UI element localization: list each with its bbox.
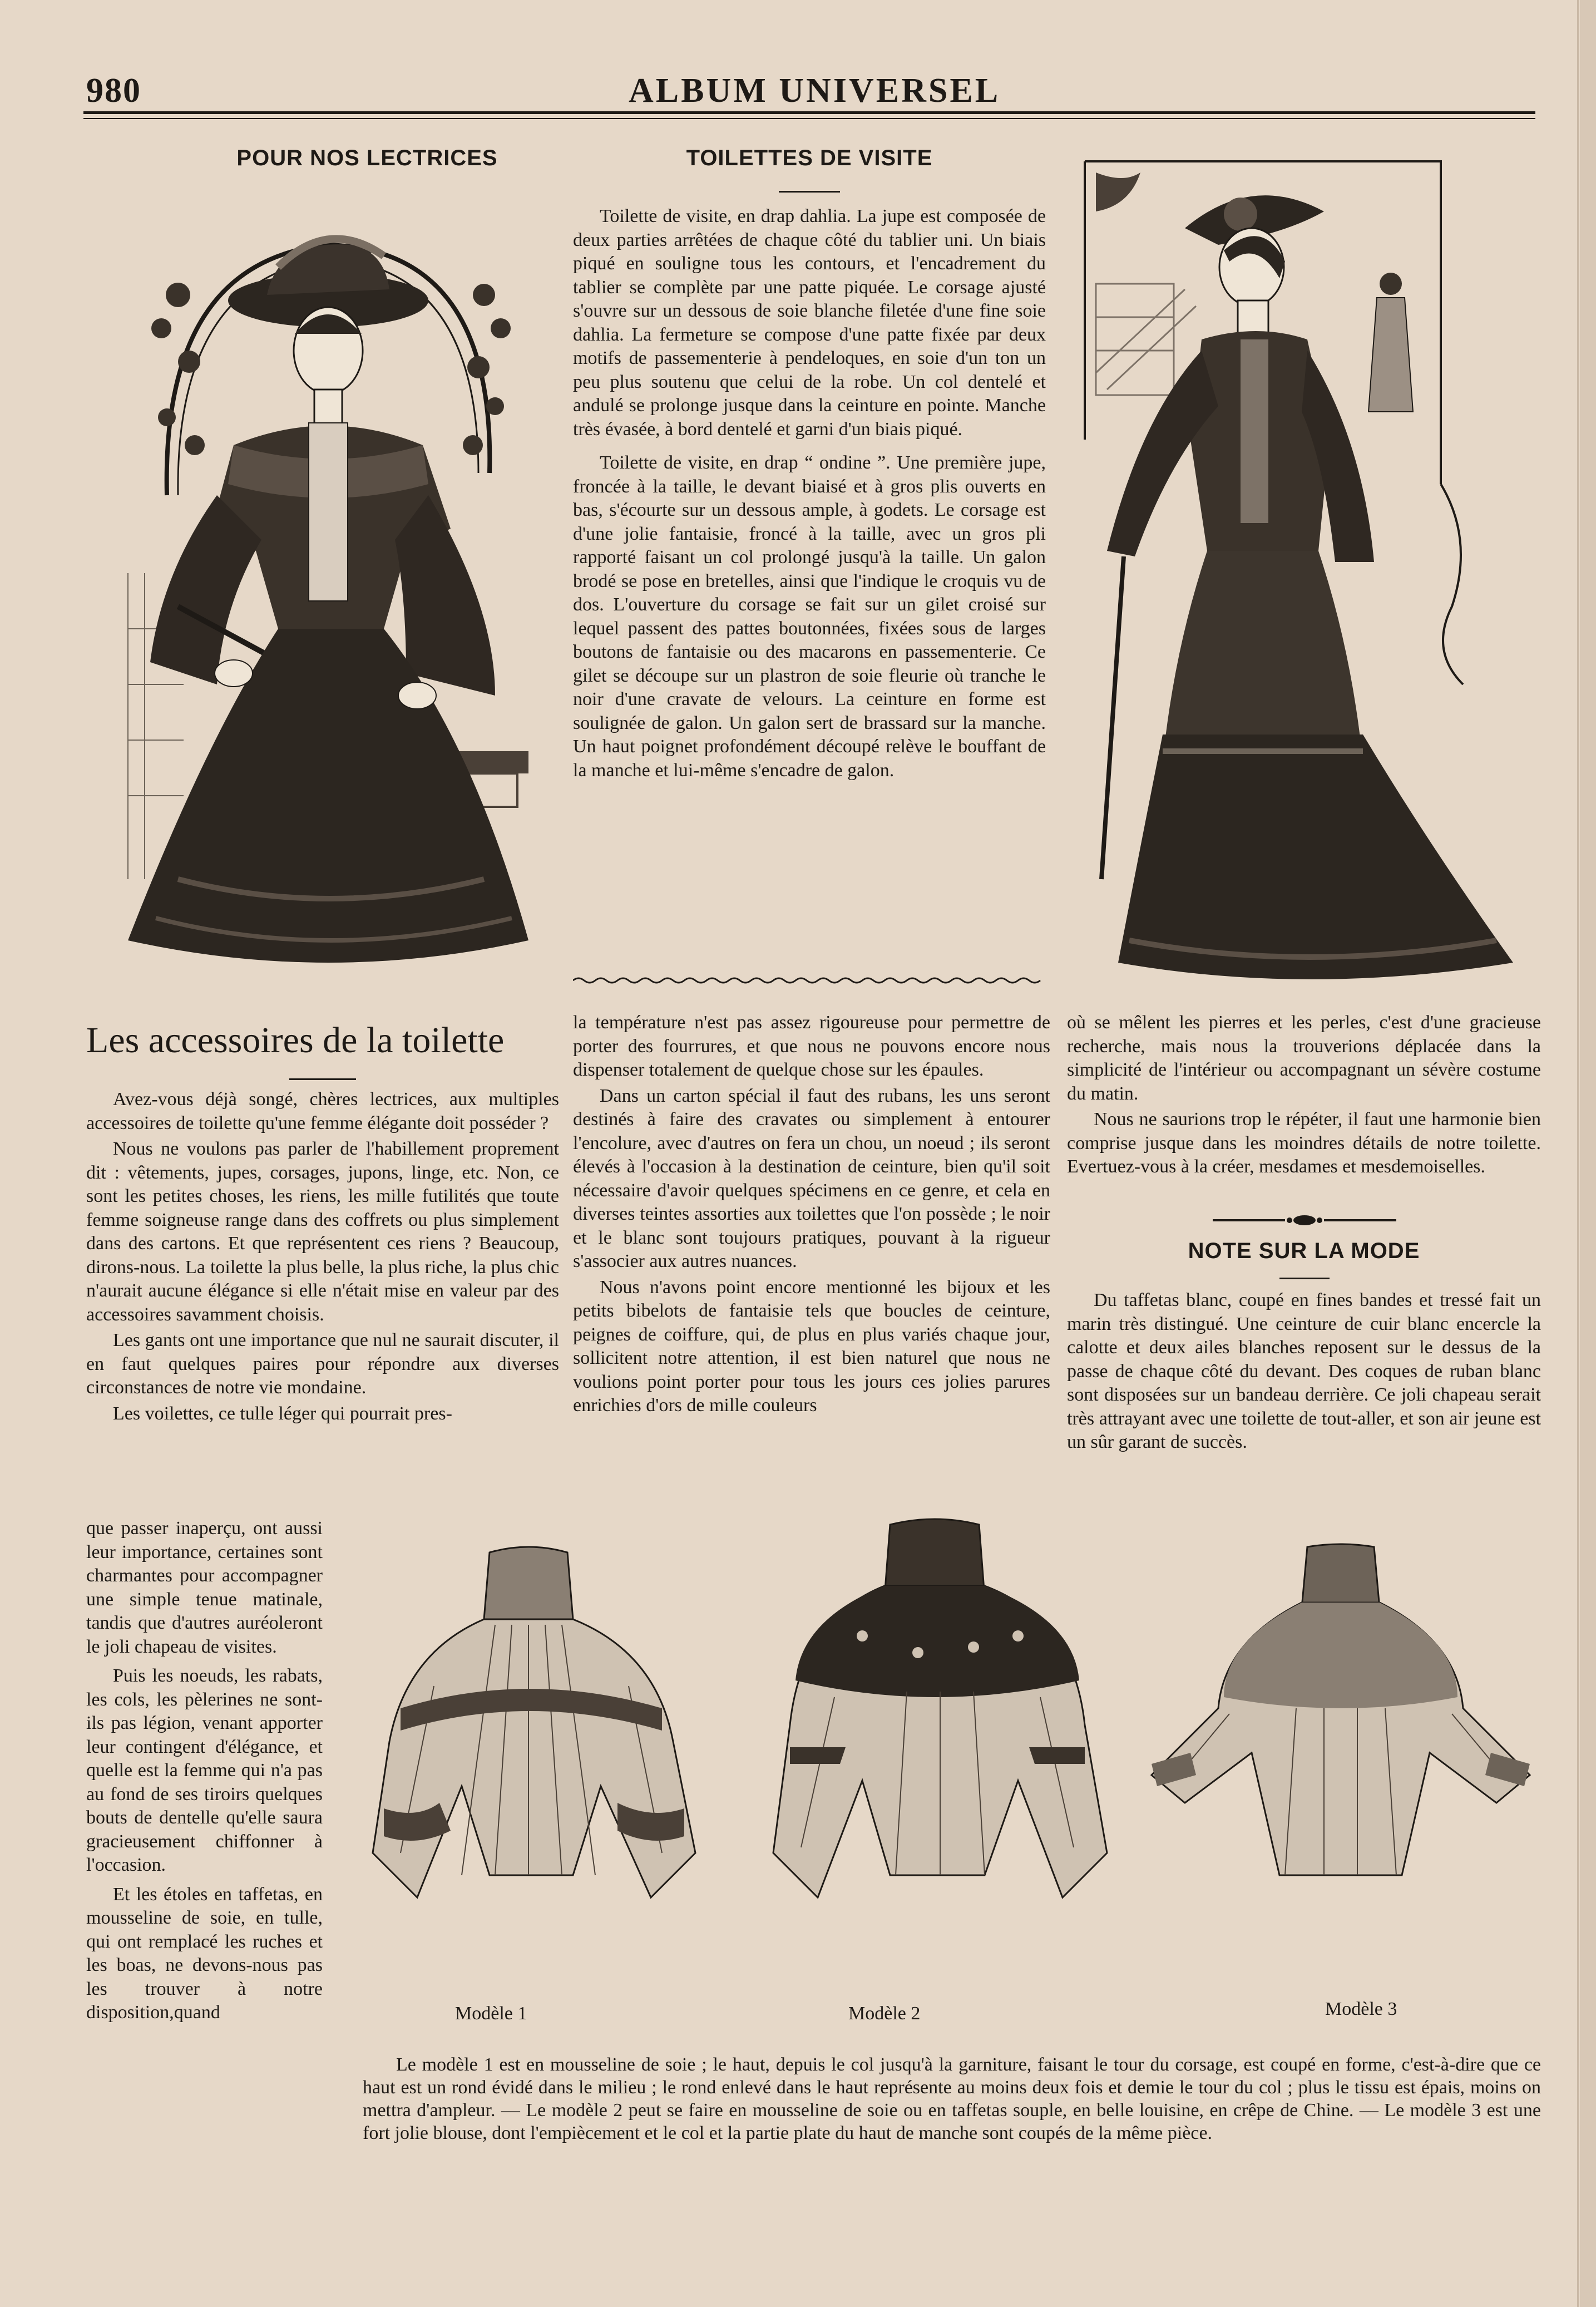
accessoires-paragraph-2: Nous ne voulons pas parler de l'habillement proprement dit : vêtements, jupes, corsages, jupons, linge, etc. Non, ce sont les petites choses, les riens, les mille futilités que toute femme soigneuse range dans des coffrets ou plus simplement dans des cartons. Et que représentent ces riens ? Beaucoup, dirons-nous. La toilette la plus belle, la plus riche, la plus chic n'aurait aucune élégance si elle n'était mise en valeur par des accessoires savamment choisis.: [86, 1138, 559, 1325]
heading-rule: [779, 191, 840, 193]
pour-nos-lectrices-heading: POUR NOS LECTRICES: [236, 146, 498, 170]
toilette-paragraph-1: Toilette de visite, en drap dahlia. La jupe est composée de deux parties arrêtées de chaque côté du tablier uni. Un biais piqué en souligne tous les contours, et l'encadrement du tablier se complète par une patte piquée. Le corsage ajusté s'ouvre sur un dessous de soie blanche filetée d'une fine soie dahlia. La fermeture se compose d'une patte fixée par deux motifs de passementerie à pendeloques, en soie d'un ton un peu plus soutenu que celui de la robe. Un col dentelé et andulé se prolonge jusque dans la ceinture en pointe. Manche très évasée, à bord dentelé et garni d'un biais piqué.: [573, 206, 1046, 440]
toilette-paragraph-2: Toilette de visite, en drap “ ondine ”. Une première jupe, froncée à la taille, le devant biaisé et à gros plis ouverts en bas, s'écourte sur un dessous ample, à godets. Le corsage est d'une jolie fantaisie, froncé à la taille, avec un gros pli rapporté faisant un col prolongé jusqu'à la taille. Un galon brodé se pose en bretelles, ainsi que l'indique le croquis vu de dos. L'ouverture du corsage se fait sur un gilet croisé sur lequel passent des pattes boutonnées, fixées sous de larges boutons de fantaisie ou des macarons en passementerie. Ce gilet se découpe sur un plastron de soie fleurie où tranche le noir d'une cravate de velours. La ceinture en forme est soulignée de galon. Un galon sert de brassard sur la manche. Un haut poignet profondément découpé relève le bouffant de la manche et lui-même s'encadre de galon.: [573, 452, 1046, 781]
title-rule: [289, 1078, 356, 1080]
modele-1-illustration: [350, 1541, 718, 1931]
accessoires-col3-paragraph-2: Nous ne saurions trop le répéter, il faut une harmonie bien comprise jusque dans les moindres détails de notre toilette. Evertuez-vous à la créer, mesdames et mesdemoiselles.: [1067, 1109, 1541, 1177]
modele-3-illustration: [1140, 1541, 1541, 1909]
accessoires-column-3: [1067, 1011, 1541, 1179]
page-number: 980: [86, 72, 141, 110]
modele-1-caption: Modèle 1: [455, 2003, 527, 2024]
accessoires-paragraph-4: Les voilettes, ce tulle léger qui pourrait pres-: [113, 1403, 452, 1424]
header-rule: [83, 111, 1535, 114]
note-rule: [1279, 1278, 1330, 1279]
modeles-description: [363, 2053, 1541, 2145]
modele-2-illustration: [751, 1514, 1129, 1936]
modele-2-caption: Modèle 2: [848, 2003, 921, 2024]
toilettes-de-visite-heading: TOILETTES DE VISITE: [686, 146, 933, 170]
modeles-description-text: Le modèle 1 est en mousseline de soie ; le haut, depuis le col jusqu'à la garniture, faisant le tour du corsage, est coupé en forme, c'est-à-dire que ce haut est un rond évidé dans le milieu ; le rond enlevé dans le haut représente au moins deux fois et demie le tour du col ; plus le tissu est épais, moins on mettra d'ampleur. — Le modèle 2 peut se faire en mousseline de soie ou en taffetas souple, en belle louisine, en crêpe de Chine. — Le modèle 3 est une fort jolie blouse, dont l'empiècement et le col et la partie plate du haut de manche sont coupés de la même pièce.: [363, 2054, 1541, 2143]
accessoires-paragraph-3: Les gants ont une importance que nul ne saurait discuter, il en faut quelques paires pour répondre aux diverses circonstances de notre vie mondaine.: [86, 1330, 559, 1398]
accessoires-narrow-1: que passer inaperçu, ont aussi leur importance, certaines sont charmantes pour accompagner une simple tenue matinale, tandis que d'autres auréoleront le joli chapeau de visites.: [86, 1518, 323, 1657]
accessoires-col2-paragraph-2: Dans un carton spécial il faut des rubans, les uns seront destinés à faire des cravates ou simplement à entourer l'encolure, avec d'autres on fera un chou, un noeud ; ils seront élevés à l'occasion à la destination de ceinture, bien qu'il soit nécessaire d'avoir quelques spécimens en ce genre, et cela en diverses teintes assorties aux toilettes que l'on possède ; le noir et le blanc sont toujours pratiques, pouvant à la rigueur s'associer aux autres nuances.: [573, 1085, 1050, 1271]
accessoires-col2-paragraph-3: Nous n'avons point encore mentionné les bijoux et les petits bibelots de fantaisie tels que boucles de ceinture, peignes de coiffure, qui, de plus en plus variés chaque jour, sollicitent notre attention, il est bien naturel que nous ne voulions point porter pour tous les jours ces jolies parures enrichies d'ors de mille couleurs: [573, 1276, 1050, 1416]
accessoires-col2-paragraph-1: la température n'est pas assez rigoureuse pour permettre de porter des fourrures, et que nous ne pouvons encore nous dispenser totalement de quelque chose sur les épaules.: [573, 1012, 1050, 1080]
ornament-divider: [1213, 1212, 1396, 1229]
journal-title: ALBUM UNIVERSEL: [629, 72, 1001, 110]
note-mode-paragraph: Du taffetas blanc, coupé en fines bandes et tressé fait un marin très distingué. Une ceinture de cuir blanc encercle la calotte et deux ailes blanches reposent sur le dessus de la passe de chaque côté du devant. Des coques de ruban blanc sont disposées sur un bandeau derrière. Ce joli chapeau serait très attrayant avec une toilette de tout-aller, et son air jeune est un sûr garant de succès.: [1067, 1290, 1541, 1452]
toilettes-de-visite-text: [573, 205, 1046, 782]
page-fold: [1577, 0, 1579, 2307]
seated-lady-illustration: [95, 184, 540, 1007]
page-edge: [1580, 0, 1596, 2307]
accessoires-title: Les accessoires de la toilette: [86, 1020, 505, 1061]
note-mode-text: [1067, 1289, 1541, 1455]
accessoires-column-1: [86, 1088, 559, 1426]
wavy-separator: [573, 975, 1046, 986]
accessoires-narrow-2: Puis les noeuds, les rabats, les cols, les pèlerines ne sont-ils pas légion, venant apporter leur contingent d'élégance, et quelle est la femme qui n'a pas au fond de ses tiroirs quelques bouts de dentelle qu'elle saura gracieusement chiffonner à l'occasion.: [86, 1665, 323, 1875]
accessoires-column-2: [573, 1011, 1050, 1418]
header-rule-thin: [83, 118, 1535, 119]
accessoires-column-1-narrow: [86, 1517, 323, 2025]
standing-lady-illustration: [1074, 150, 1541, 1007]
accessoires-col3-paragraph-1: où se mêlent les pierres et les perles, c'est d'une gracieuse recherche, mais nous la trouverions déplacée dans la simplicité de l'intérieur ou accompagnant un sévère costume du matin.: [1067, 1012, 1541, 1104]
accessoires-paragraph-1: Avez-vous déjà songé, chères lectrices, aux multiples accessoires de toilette qu'une femme élégante doit posséder ?: [86, 1089, 559, 1133]
modele-3-caption: Modèle 3: [1325, 1999, 1397, 2019]
note-mode-heading: NOTE SUR LA MODE: [1188, 1239, 1420, 1263]
accessoires-narrow-3: Et les étoles en taffetas, en mousseline de soie, en tulle, qui ont remplacé les ruches et les boas, ne devons-nous pas les trouver à notre disposition,quand: [86, 1884, 323, 2023]
